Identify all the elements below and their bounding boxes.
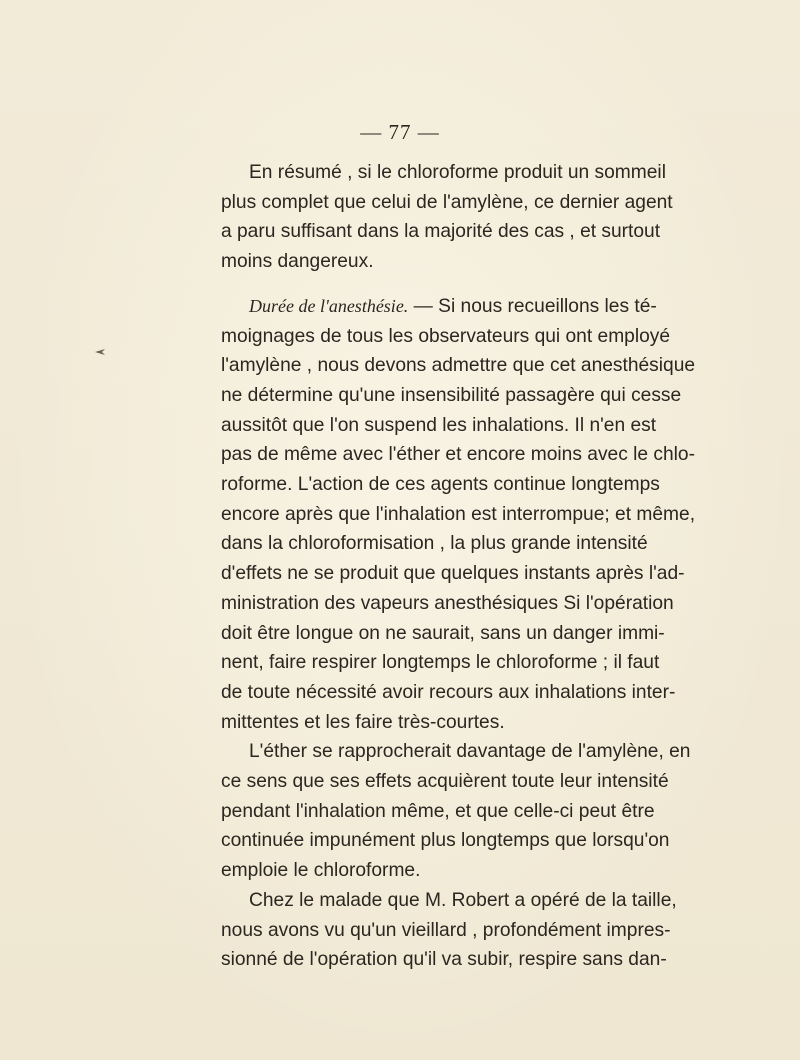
text-line: doit être longue on ne saurait, sans un danger immi- xyxy=(221,622,665,644)
text-line: emploie le chloroforme. xyxy=(221,860,421,882)
text-line: continuée impunément plus longtemps que lorsqu'on xyxy=(221,830,670,852)
text-line: ministration des vapeurs anesthésiques Si l'opération xyxy=(221,592,674,614)
text-line: L'éther se rapprocherait davantage de l'amylène, en xyxy=(249,741,691,763)
text-line: roforme. L'action de ces agents continue longtemps xyxy=(221,474,660,496)
text-line-heading xyxy=(221,292,657,322)
text-line: moins dangereux. xyxy=(221,251,374,273)
paragraph-4 xyxy=(221,886,677,975)
paragraph-2 xyxy=(221,292,696,738)
margin-mark xyxy=(94,343,106,351)
text-line: d'effets ne se produit que quelques instants après l'ad- xyxy=(221,563,685,585)
text-line: Chez le malade que M. Robert a opéré de la taille, xyxy=(249,889,677,911)
paragraph-3 xyxy=(221,737,691,886)
text-line: sionné de l'opération qu'il va subir, respire sans dan- xyxy=(221,949,667,971)
text-line: aussitôt que l'on suspend les inhalations. Il n'en est xyxy=(221,414,657,436)
text-line: ne détermine qu'une insensibilité passagère qui cesse xyxy=(221,384,682,406)
text-line: dans la chloroformisation , la plus grande intensité xyxy=(221,533,648,555)
text-line: nous avons vu qu'un vieillard , profondément impres- xyxy=(221,919,671,941)
section-heading: Durée de l'anesthésie. xyxy=(249,295,409,316)
text-line: a paru suffisant dans la majorité des cas , et surtout xyxy=(221,221,661,243)
body-text xyxy=(221,158,696,975)
text-line: l'amylène , nous devons admettre que cet anesthésique xyxy=(221,355,696,377)
text-line: encore après que l'inhalation est interrompue; et même, xyxy=(221,503,696,525)
text-line: moignages de tous les observateurs qui ont employé xyxy=(221,325,671,347)
text-line: de toute nécessité avoir recours aux inhalations inter- xyxy=(221,681,676,703)
text-line: pendant l'inhalation même, et que celle-ci peut être xyxy=(221,800,655,822)
text-line: mittentes et les faire très-courtes. xyxy=(221,711,505,733)
paragraph-1 xyxy=(221,158,673,277)
text-line: plus complet que celui de l'amylène, ce dernier agent xyxy=(221,191,673,213)
text-line-rest: — Si nous recueillons les té- xyxy=(408,295,657,317)
text-line: En résumé , si le chloroforme produit un sommeil xyxy=(249,162,666,183)
text-line: pas de même avec l'éther et encore moins avec le chlo- xyxy=(221,444,695,466)
text-line: ce sens que ses effets acquièrent toute leur intensité xyxy=(221,771,669,793)
page-number: — 77 — xyxy=(360,120,440,144)
text-line: nent, faire respirer longtemps le chloroforme ; il faut xyxy=(221,652,660,674)
